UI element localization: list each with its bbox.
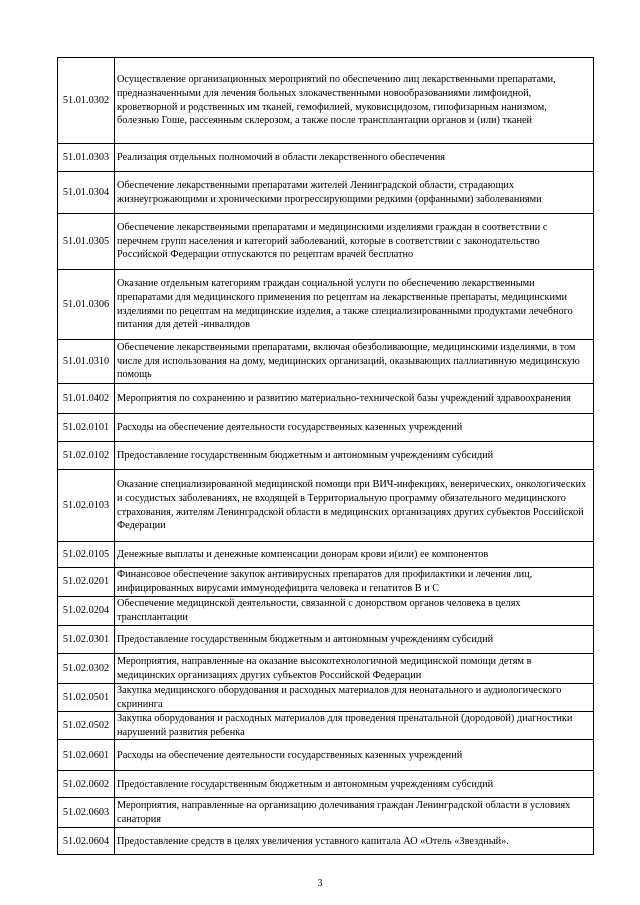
row-code: 51.02.0601	[58, 740, 115, 771]
row-code: 51.02.0302	[58, 654, 115, 684]
budget-codes-table	[57, 57, 594, 855]
table-row	[58, 470, 594, 542]
row-code: 51.01.0304	[58, 172, 115, 214]
row-description: Обеспечение медицинской деятельности, связанной с донорством органов человека в целях трансплантации	[115, 597, 594, 626]
row-description: Мероприятия по сохранению и развитию материально-технической базы учреждений здравоохранения	[115, 384, 594, 414]
table-row	[58, 172, 594, 214]
row-code: 51.01.0303	[58, 144, 115, 172]
row-code: 51.02.0201	[58, 568, 115, 597]
row-code: 51.02.0602	[58, 771, 115, 798]
row-description: Осуществление организационных мероприятий по обеспечению лиц лекарственными препаратами, предназначенными для лечения больных злокачественными новообразованиями лимфоидной, кроветворной и родственных им тканей, гемофилией, муковисцидозом, гипофизарным нанизмом, болезнью Гоше, рассеянным склерозом, а также после трансплантации органов и (или) тканей	[115, 58, 594, 144]
row-description: Оказание специализированной медицинской помощи при ВИЧ-инфекциях, венерических, онкологических и сосудистых заболеваниях, не входящей в Территориальную программу обязательного медицинского страхования, жителям Ленинградской области в медицинских организациях других субъектов Российской Федерации	[115, 470, 594, 542]
table-row	[58, 542, 594, 568]
table-row	[58, 712, 594, 740]
row-description: Обеспечение лекарственными препаратами и медицинскими изделиями граждан в соответствии с перечнем групп населения и категорий заболеваний, которые в соответствии с законодательство Российской Федерации отпускаются по рецептам врачей бесплатно	[115, 214, 594, 270]
row-code: 51.02.0301	[58, 626, 115, 654]
row-code: 51.02.0102	[58, 442, 115, 470]
row-code: 51.02.0502	[58, 712, 115, 740]
table-row	[58, 828, 594, 855]
row-description: Мероприятия, направленные на оказание высокотехнологичной медицинской помощи детям в медицинских организациях других субъектов Российской Федерации	[115, 654, 594, 684]
row-description: Предоставление государственным бюджетным и автономным учреждениям субсидий	[115, 626, 594, 654]
row-description: Предоставление государственным бюджетным и автономным учреждениям субсидий	[115, 442, 594, 470]
row-description: Предоставление государственным бюджетным и автономным учреждениям субсидий	[115, 771, 594, 798]
table-row	[58, 58, 594, 144]
table-row	[58, 442, 594, 470]
table-row	[58, 384, 594, 414]
row-code: 51.01.0402	[58, 384, 115, 414]
table-row	[58, 740, 594, 771]
row-description: Обеспечение лекарственными препаратами, включая обезболивающие, медицинскими изделиями, в том числе для использования на дому, медицинских организаций, оказывающих паллиативную медицинскую помощь	[115, 340, 594, 384]
row-code: 51.02.0204	[58, 597, 115, 626]
table-row	[58, 798, 594, 828]
row-description: Закупка оборудования и расходных материалов для проведения пренатальной (дородовой) диагностики нарушений развития ребенка	[115, 712, 594, 740]
row-code: 51.02.0501	[58, 684, 115, 712]
row-description: Денежные выплаты и денежные компенсации донорам крови и(или) ее компонентов	[115, 542, 594, 568]
row-description: Реализация отдельных полномочий в области лекарственного обеспечения	[115, 144, 594, 172]
row-description: Финансовое обеспечение закупок антивирусных препаратов для профилактики и лечения лиц, инфицированных вирусами иммунодефицита человека и гепатитов В и С	[115, 568, 594, 597]
table-row	[58, 340, 594, 384]
row-code: 51.01.0305	[58, 214, 115, 270]
row-code: 51.02.0604	[58, 828, 115, 855]
row-code: 51.01.0302	[58, 58, 115, 144]
table-row	[58, 626, 594, 654]
page-number: 3	[317, 878, 323, 889]
row-code: 51.02.0101	[58, 414, 115, 442]
row-code: 51.01.0310	[58, 340, 115, 384]
row-code: 51.02.0603	[58, 798, 115, 828]
row-description: Обеспечение лекарственными препаратами жителей Ленинградской области, страдающих жизнеугрожающими и хроническими прогрессирующими редкими (орфанными) заболеваниями	[115, 172, 594, 214]
row-description: Закупка медицинского оборудования и расходных материалов для неонатального и аудиологического скрининга	[115, 684, 594, 712]
table-row	[58, 597, 594, 626]
table-row	[58, 270, 594, 340]
row-description: Мероприятия, направленные на организацию долечивания граждан Ленинградской области в условиях санатория	[115, 798, 594, 828]
row-code: 51.02.0103	[58, 470, 115, 542]
table-row	[58, 684, 594, 712]
row-description: Оказание отдельным категориям граждан социальной услуги по обеспечению лекарственными препаратами для медицинского применения по рецептам на лекарственные препараты, медицинскими изделиями по рецептам на медицинские изделия, а также специализированными продуктами лечебного питания для детей -инвалидов	[115, 270, 594, 340]
table-row	[58, 771, 594, 798]
table-row	[58, 414, 594, 442]
table-row	[58, 214, 594, 270]
table-row	[58, 568, 594, 597]
row-code: 51.01.0306	[58, 270, 115, 340]
row-description: Расходы на обеспечение деятельности государственных казенных учреждений	[115, 740, 594, 771]
row-code: 51.02.0105	[58, 542, 115, 568]
row-description: Расходы на обеспечение деятельности государственных казенных учреждений	[115, 414, 594, 442]
row-description: Предоставление средств в целях увеличения уставного капитала АО «Отель «Звездный».	[115, 828, 594, 855]
table-row	[58, 144, 594, 172]
table-row	[58, 654, 594, 684]
